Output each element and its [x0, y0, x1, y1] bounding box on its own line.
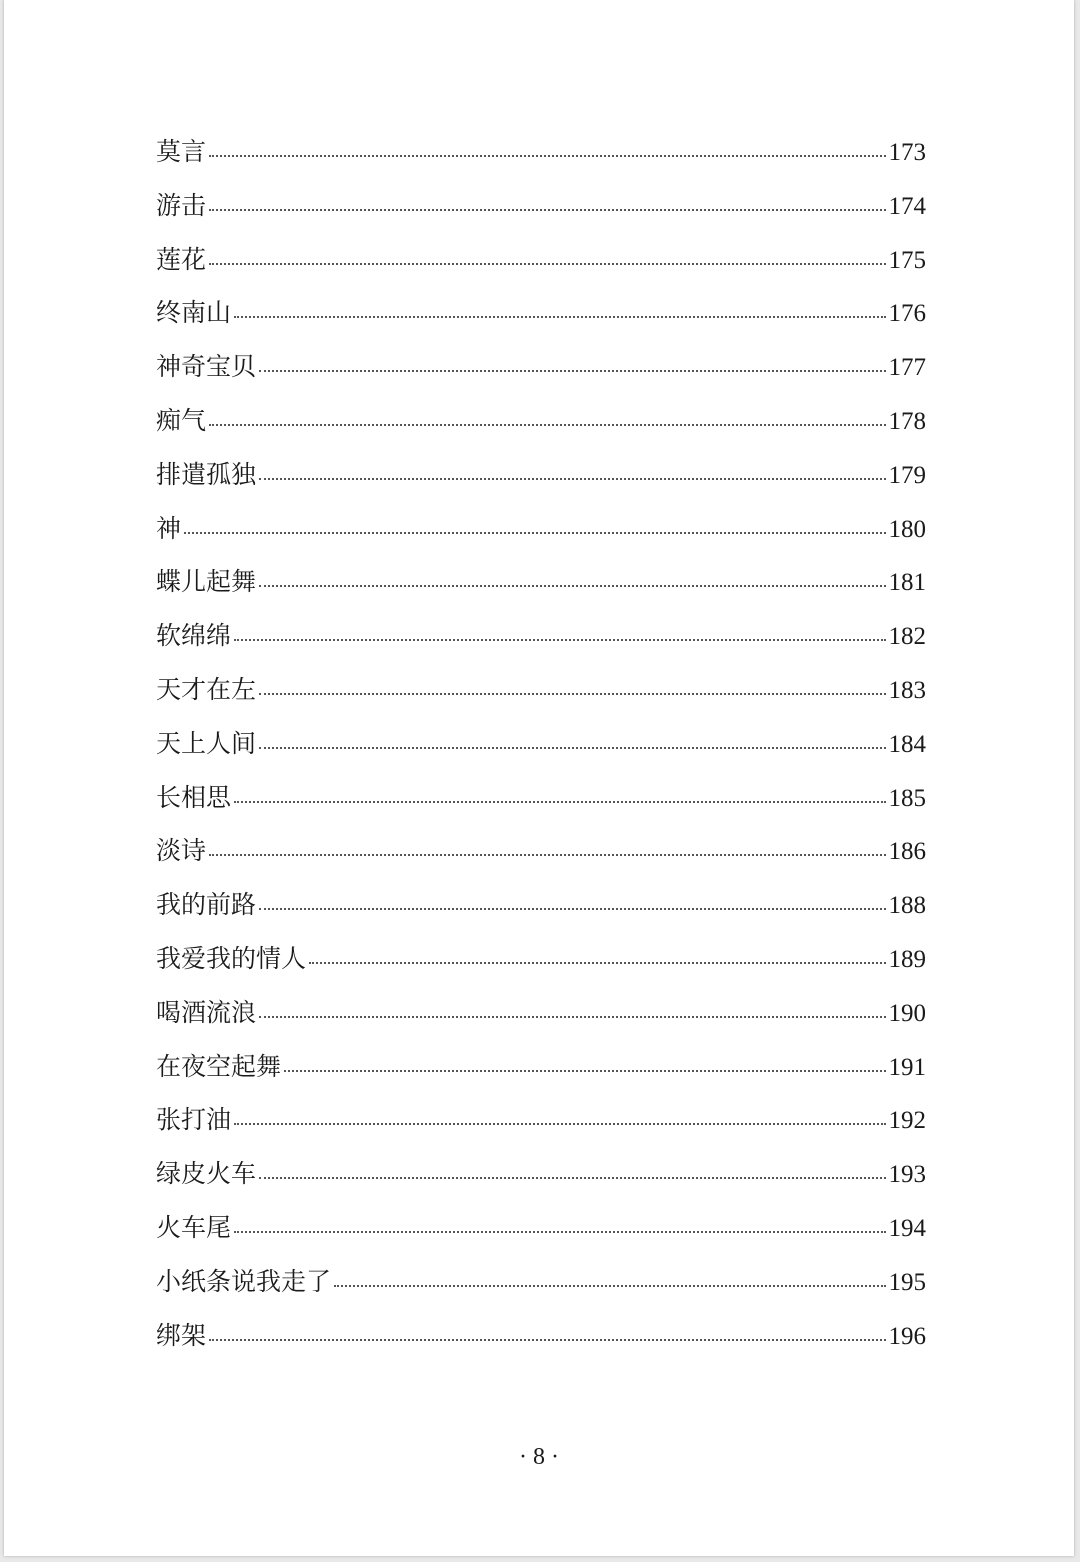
toc-entry[interactable] — [156, 885, 926, 939]
dot-leader — [334, 1285, 885, 1287]
toc-entry-page-number: 194 — [888, 1214, 926, 1242]
toc-entry-title: 天才在左 — [156, 674, 257, 704]
toc-entry-page-number: 183 — [888, 676, 926, 704]
toc-entry-page-number: 191 — [888, 1053, 926, 1081]
dot-leader — [259, 908, 885, 910]
toc-entry[interactable] — [156, 1154, 926, 1208]
toc-entry-title: 我的前路 — [156, 890, 257, 920]
toc-entry-page-number: 188 — [888, 892, 926, 920]
document-page — [4, 0, 1074, 1556]
dot-leader — [259, 370, 885, 372]
dot-leader — [234, 1123, 885, 1125]
toc-entry[interactable] — [156, 939, 926, 993]
toc-entry-title: 终南山 — [156, 298, 232, 328]
toc-entry[interactable] — [156, 240, 926, 294]
toc-entry-title: 痴气 — [156, 405, 207, 435]
dot-leader — [259, 747, 885, 749]
toc-entry-title: 天上人间 — [156, 728, 257, 758]
dot-leader — [234, 316, 885, 318]
toc-entry-page-number: 174 — [888, 192, 926, 220]
toc-entry-page-number: 176 — [888, 300, 926, 328]
toc-entry-title: 火车尾 — [156, 1212, 232, 1242]
dot-leader — [259, 1177, 885, 1179]
toc-entry-page-number: 196 — [888, 1322, 926, 1350]
toc-entry-page-number: 185 — [888, 784, 926, 812]
toc-entry-page-number: 182 — [888, 623, 926, 651]
toc-entry-page-number: 175 — [888, 246, 926, 274]
toc-entry-title: 软绵绵 — [156, 621, 232, 651]
toc-entry[interactable] — [156, 186, 926, 240]
dot-leader — [259, 1016, 885, 1018]
dot-leader — [209, 854, 885, 856]
toc-entry-page-number: 180 — [888, 515, 926, 543]
dot-leader — [209, 209, 885, 211]
toc-entry-page-number: 177 — [888, 354, 926, 382]
toc-entry-page-number: 190 — [888, 999, 926, 1027]
toc-entry-page-number: 181 — [888, 569, 926, 597]
toc-entry-title: 淡诗 — [156, 836, 207, 866]
toc-entry-title: 长相思 — [156, 782, 232, 812]
toc-entry-title: 神奇宝贝 — [156, 352, 257, 382]
dot-leader — [259, 478, 885, 480]
toc-entry[interactable] — [156, 778, 926, 832]
toc-entry[interactable] — [156, 993, 926, 1047]
toc-entry[interactable] — [156, 455, 926, 509]
toc-entry-title: 排遣孤独 — [156, 459, 257, 489]
toc-entry-page-number: 179 — [888, 461, 926, 489]
toc-entry[interactable] — [156, 401, 926, 455]
toc-entry-page-number: 186 — [888, 838, 926, 866]
toc-entry[interactable] — [156, 1100, 926, 1154]
toc-entry-title: 喝酒流浪 — [156, 997, 257, 1027]
toc-entry-page-number: 189 — [888, 945, 926, 973]
dot-leader — [209, 263, 885, 265]
toc-entry[interactable] — [156, 562, 926, 616]
toc-entry-page-number: 173 — [888, 139, 926, 166]
dot-leader — [309, 962, 885, 964]
toc-entry[interactable] — [156, 616, 926, 670]
toc-entry-title: 小纸条说我走了 — [156, 1266, 332, 1296]
toc-entry[interactable] — [156, 1208, 926, 1262]
toc-entry-title: 莫言 — [156, 137, 207, 166]
table-of-contents — [156, 132, 926, 1369]
toc-entry[interactable] — [156, 1316, 926, 1370]
dot-leader — [259, 693, 885, 695]
toc-entry-title: 蝶儿起舞 — [156, 567, 257, 597]
toc-entry[interactable] — [156, 509, 926, 563]
toc-entry[interactable] — [156, 293, 926, 347]
toc-entry-title: 我爱我的情人 — [156, 943, 307, 973]
dot-leader — [209, 1339, 885, 1341]
toc-entry[interactable] — [156, 132, 926, 186]
dot-leader — [259, 585, 885, 587]
toc-entry-page-number: 192 — [888, 1107, 926, 1135]
dot-leader — [284, 1070, 885, 1072]
toc-entry-title: 绑架 — [156, 1320, 207, 1350]
toc-entry[interactable] — [156, 1047, 926, 1101]
toc-entry-title: 神 — [156, 513, 182, 543]
toc-entry[interactable] — [156, 724, 926, 778]
toc-entry-title: 在夜空起舞 — [156, 1051, 282, 1081]
toc-entry-title: 张打油 — [156, 1105, 232, 1135]
toc-entry-page-number: 184 — [888, 730, 926, 758]
toc-entry[interactable] — [156, 1262, 926, 1316]
dot-leader — [184, 532, 885, 534]
dot-leader — [209, 155, 885, 157]
toc-entry-title: 绿皮火车 — [156, 1159, 257, 1189]
dot-leader — [209, 424, 885, 426]
toc-entry-page-number: 195 — [888, 1268, 926, 1296]
toc-entry-page-number: 178 — [888, 407, 926, 435]
page-number: · 8 · — [519, 1444, 559, 1470]
dot-leader — [234, 1231, 885, 1233]
toc-entry-title: 游击 — [156, 190, 207, 220]
toc-entry[interactable] — [156, 831, 926, 885]
dot-leader — [234, 639, 885, 641]
dot-leader — [234, 801, 885, 803]
toc-entry-title: 莲花 — [156, 244, 207, 274]
toc-entry[interactable] — [156, 670, 926, 724]
toc-entry[interactable] — [156, 347, 926, 401]
toc-entry-page-number: 193 — [888, 1161, 926, 1189]
